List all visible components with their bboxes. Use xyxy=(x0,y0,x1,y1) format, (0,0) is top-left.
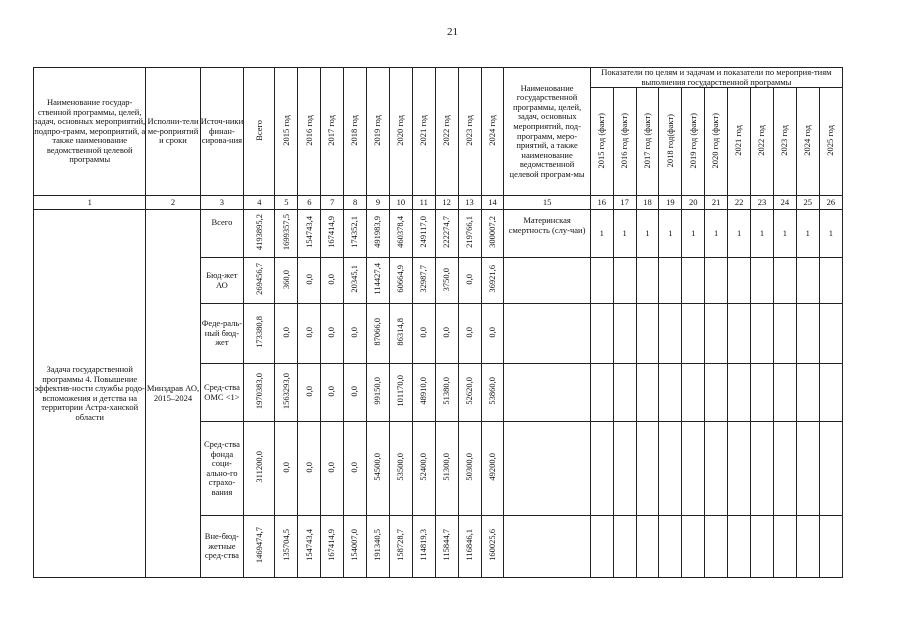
empty-cell xyxy=(819,516,842,578)
empty-cell xyxy=(751,364,774,422)
value-cell: 3750,0 xyxy=(435,258,458,304)
value-cell: 0,0 xyxy=(344,422,367,516)
column-number: 20 xyxy=(682,196,705,210)
empty-cell xyxy=(819,304,842,364)
value-cell: 191340,5 xyxy=(367,516,390,578)
column-number: 11 xyxy=(412,196,435,210)
empty-cell xyxy=(504,422,590,516)
empty-cell xyxy=(751,516,774,578)
value-cell: 1563293,0 xyxy=(275,364,298,422)
value-cell: 50300,0 xyxy=(458,422,481,516)
header-indicator-2021: 2021 год xyxy=(728,88,751,196)
empty-cell xyxy=(504,516,590,578)
value-cell: 0,0 xyxy=(298,304,321,364)
column-number: 1 xyxy=(34,196,146,210)
empty-cell xyxy=(796,422,819,516)
header-indicator-2019: 2019 год (факт) xyxy=(682,88,705,196)
empty-cell xyxy=(682,516,705,578)
empty-cell xyxy=(636,258,659,304)
value-cell: 114819,3 xyxy=(412,516,435,578)
value-cell: 53860,0 xyxy=(481,364,504,422)
header-indicator-2024: 2024 год xyxy=(796,88,819,196)
source-label: Бюд-жет АО xyxy=(200,258,244,304)
indicator-value: 1 xyxy=(659,210,682,258)
header-year-2024: 2024 год xyxy=(481,68,504,196)
value-cell: 52400,0 xyxy=(412,422,435,516)
empty-cell xyxy=(682,364,705,422)
header-year-2019: 2019 год xyxy=(367,68,390,196)
header-total: Всего xyxy=(244,68,275,196)
column-number: 2 xyxy=(146,196,200,210)
empty-cell xyxy=(796,304,819,364)
empty-cell xyxy=(504,304,590,364)
value-cell: 53500,0 xyxy=(389,422,412,516)
empty-cell xyxy=(773,258,796,304)
value-cell: 36921,6 xyxy=(481,258,504,304)
empty-cell xyxy=(613,364,636,422)
header-program-name: Наименование государ-ственной программы, целей, задач, основных мероприятий, подпро-грамм, мероприятий, а также наименование ведомственной целевой программы xyxy=(34,68,146,196)
header-indicator-2020: 2020 год (факт) xyxy=(705,88,728,196)
value-cell: 160025,6 xyxy=(481,516,504,578)
column-number: 5 xyxy=(275,196,298,210)
empty-cell xyxy=(590,364,613,422)
empty-cell xyxy=(728,364,751,422)
value-cell: 219766,1 xyxy=(458,210,481,258)
header-indicator-2023: 2023 год xyxy=(773,88,796,196)
header-indicator-2018: 2018 год(факт) xyxy=(659,88,682,196)
indicator-value: 1 xyxy=(773,210,796,258)
empty-cell xyxy=(705,258,728,304)
empty-cell xyxy=(705,304,728,364)
header-indicator-name: Наименование государственной программы, целей, задач, основных мероприятий, под-программ, меро-приятий, а также наименование ведомственной целевой програм-мы xyxy=(504,68,590,196)
empty-cell xyxy=(773,516,796,578)
empty-cell xyxy=(682,304,705,364)
value-cell: 0,0 xyxy=(412,304,435,364)
header-indicator-2017: 2017 год (факт) xyxy=(636,88,659,196)
empty-cell xyxy=(728,422,751,516)
task-name: Задача государственной программы 4. Повышение эффектив-ности службы родо-вспоможения и детства на территории Астра-ханской области xyxy=(34,210,146,578)
empty-cell xyxy=(636,422,659,516)
value-cell: 0,0 xyxy=(481,304,504,364)
empty-cell xyxy=(613,258,636,304)
indicator-value: 1 xyxy=(705,210,728,258)
empty-cell xyxy=(590,422,613,516)
empty-cell xyxy=(590,258,613,304)
indicator-value: 1 xyxy=(796,210,819,258)
value-cell: 1970383,0 xyxy=(244,364,275,422)
value-cell: 0,0 xyxy=(344,364,367,422)
empty-cell xyxy=(636,364,659,422)
value-cell: 32987,7 xyxy=(412,258,435,304)
value-cell: 0,0 xyxy=(298,258,321,304)
empty-cell xyxy=(659,422,682,516)
value-cell: 311200,0 xyxy=(244,422,275,516)
source-label: Феде-раль-ный бюд-жет xyxy=(200,304,244,364)
indicator-value: 1 xyxy=(636,210,659,258)
column-number: 3 xyxy=(200,196,244,210)
value-cell: 173380,8 xyxy=(244,304,275,364)
value-cell: 101170,0 xyxy=(389,364,412,422)
value-cell: 52620,0 xyxy=(458,364,481,422)
value-cell: 135704,5 xyxy=(275,516,298,578)
column-numbers-row xyxy=(34,196,843,210)
column-number: 10 xyxy=(389,196,412,210)
empty-cell xyxy=(773,364,796,422)
empty-cell xyxy=(613,516,636,578)
header-year-2020: 2020 год xyxy=(389,68,412,196)
task-executor: Минздрав АО, 2015–2024 xyxy=(146,210,200,578)
value-cell: 158728,7 xyxy=(389,516,412,578)
header-executors: Исполни-тели ме-роприятий и сроки xyxy=(146,68,200,196)
empty-cell xyxy=(705,422,728,516)
column-number: 19 xyxy=(659,196,682,210)
value-cell: 0,0 xyxy=(275,422,298,516)
source-label: Вне-бюд-жетные сред-ства xyxy=(200,516,244,578)
empty-cell xyxy=(659,304,682,364)
column-number: 26 xyxy=(819,196,842,210)
indicator-value: 1 xyxy=(682,210,705,258)
value-cell: 249117,0 xyxy=(412,210,435,258)
value-cell: 154743,4 xyxy=(298,516,321,578)
empty-cell xyxy=(796,364,819,422)
header-year-2015: 2015 год xyxy=(275,68,298,196)
value-cell: 0,0 xyxy=(298,422,321,516)
column-number: 13 xyxy=(458,196,481,210)
indicator-value: 1 xyxy=(728,210,751,258)
financing-table xyxy=(33,67,843,578)
value-cell: 99150,0 xyxy=(367,364,390,422)
header-year-2016: 2016 год xyxy=(298,68,321,196)
value-cell: 0,0 xyxy=(321,304,344,364)
empty-cell xyxy=(773,422,796,516)
column-number: 14 xyxy=(481,196,504,210)
indicator-value: 1 xyxy=(751,210,774,258)
empty-cell xyxy=(504,258,590,304)
page-number: 21 xyxy=(447,26,458,38)
header-indicator-2025: 2025 год xyxy=(819,88,842,196)
empty-cell xyxy=(796,258,819,304)
header-year-2018: 2018 год xyxy=(344,68,367,196)
header-funding-sources: Источ-ники финан-сирова-ния xyxy=(200,68,244,196)
value-cell: 86314,8 xyxy=(389,304,412,364)
empty-cell xyxy=(613,304,636,364)
value-cell: 0,0 xyxy=(321,422,344,516)
indicator-value: 1 xyxy=(613,210,636,258)
source-label: Сред-ства ОМС <1> xyxy=(200,364,244,422)
column-number: 15 xyxy=(504,196,590,210)
empty-cell xyxy=(705,516,728,578)
indicator-value: 1 xyxy=(590,210,613,258)
value-cell: 167414,9 xyxy=(321,210,344,258)
table-row xyxy=(34,210,843,258)
empty-cell xyxy=(751,258,774,304)
value-cell: 491983,9 xyxy=(367,210,390,258)
value-cell: 49200,0 xyxy=(481,422,504,516)
value-cell: 167414,9 xyxy=(321,516,344,578)
empty-cell xyxy=(682,258,705,304)
empty-cell xyxy=(728,304,751,364)
empty-cell xyxy=(705,364,728,422)
header-year-2021: 2021 год xyxy=(412,68,435,196)
header-indicator-2015: 2015 год (факт) xyxy=(590,88,613,196)
value-cell: 20345,1 xyxy=(344,258,367,304)
header-indicator-2016: 2016 год (факт) xyxy=(613,88,636,196)
value-cell: 51380,0 xyxy=(435,364,458,422)
value-cell: 174352,1 xyxy=(344,210,367,258)
value-cell: 0,0 xyxy=(298,364,321,422)
value-cell: 0,0 xyxy=(344,304,367,364)
value-cell: 87066,0 xyxy=(367,304,390,364)
empty-cell xyxy=(751,422,774,516)
value-cell: 116846,1 xyxy=(458,516,481,578)
column-number: 6 xyxy=(298,196,321,210)
value-cell: 51300,0 xyxy=(435,422,458,516)
column-number: 16 xyxy=(590,196,613,210)
column-number: 17 xyxy=(613,196,636,210)
empty-cell xyxy=(636,304,659,364)
empty-cell xyxy=(728,516,751,578)
empty-cell xyxy=(819,364,842,422)
value-cell: 269456,7 xyxy=(244,258,275,304)
indicator-name: Материнская смертность (слу-чаи) xyxy=(504,210,590,258)
value-cell: 4193895,2 xyxy=(244,210,275,258)
column-number: 23 xyxy=(751,196,774,210)
source-label: Всего xyxy=(200,210,244,258)
empty-cell xyxy=(819,258,842,304)
column-number: 9 xyxy=(367,196,390,210)
value-cell: 0,0 xyxy=(275,304,298,364)
value-cell: 222274,7 xyxy=(435,210,458,258)
empty-cell xyxy=(659,258,682,304)
column-number: 12 xyxy=(435,196,458,210)
empty-cell xyxy=(590,516,613,578)
empty-cell xyxy=(659,516,682,578)
value-cell: 460378,4 xyxy=(389,210,412,258)
value-cell: 114427,4 xyxy=(367,258,390,304)
source-label: Сред-ства фонда соци-ально-го страхо-вания xyxy=(200,422,244,516)
value-cell: 48910,0 xyxy=(412,364,435,422)
empty-cell xyxy=(728,258,751,304)
empty-cell xyxy=(751,304,774,364)
header-year-2022: 2022 год xyxy=(435,68,458,196)
column-number: 24 xyxy=(773,196,796,210)
header-indicators-group: Показатели по целям и задачам и показатели по мероприя-тиям выполнения государственной программы xyxy=(590,68,842,88)
empty-cell xyxy=(773,304,796,364)
empty-cell xyxy=(590,304,613,364)
column-number: 18 xyxy=(636,196,659,210)
value-cell: 0,0 xyxy=(321,258,344,304)
value-cell: 0,0 xyxy=(458,304,481,364)
column-number: 8 xyxy=(344,196,367,210)
empty-cell xyxy=(682,422,705,516)
value-cell: 154007,0 xyxy=(344,516,367,578)
value-cell: 300007,2 xyxy=(481,210,504,258)
column-number: 21 xyxy=(705,196,728,210)
empty-cell xyxy=(796,516,819,578)
value-cell: 1469474,7 xyxy=(244,516,275,578)
value-cell: 1699357,5 xyxy=(275,210,298,258)
value-cell: 54500,0 xyxy=(367,422,390,516)
value-cell: 0,0 xyxy=(458,258,481,304)
empty-cell xyxy=(636,516,659,578)
value-cell: 60664,9 xyxy=(389,258,412,304)
empty-cell xyxy=(613,422,636,516)
empty-cell xyxy=(659,364,682,422)
column-number: 7 xyxy=(321,196,344,210)
column-number: 22 xyxy=(728,196,751,210)
header-year-2023: 2023 год xyxy=(458,68,481,196)
empty-cell xyxy=(819,422,842,516)
value-cell: 115844,7 xyxy=(435,516,458,578)
header-year-2017: 2017 год xyxy=(321,68,344,196)
empty-cell xyxy=(504,364,590,422)
column-number: 25 xyxy=(796,196,819,210)
value-cell: 0,0 xyxy=(435,304,458,364)
indicator-value: 1 xyxy=(819,210,842,258)
value-cell: 360,0 xyxy=(275,258,298,304)
value-cell: 154743,4 xyxy=(298,210,321,258)
header-indicator-2022: 2022 год xyxy=(751,88,774,196)
value-cell: 0,0 xyxy=(321,364,344,422)
column-number: 4 xyxy=(244,196,275,210)
